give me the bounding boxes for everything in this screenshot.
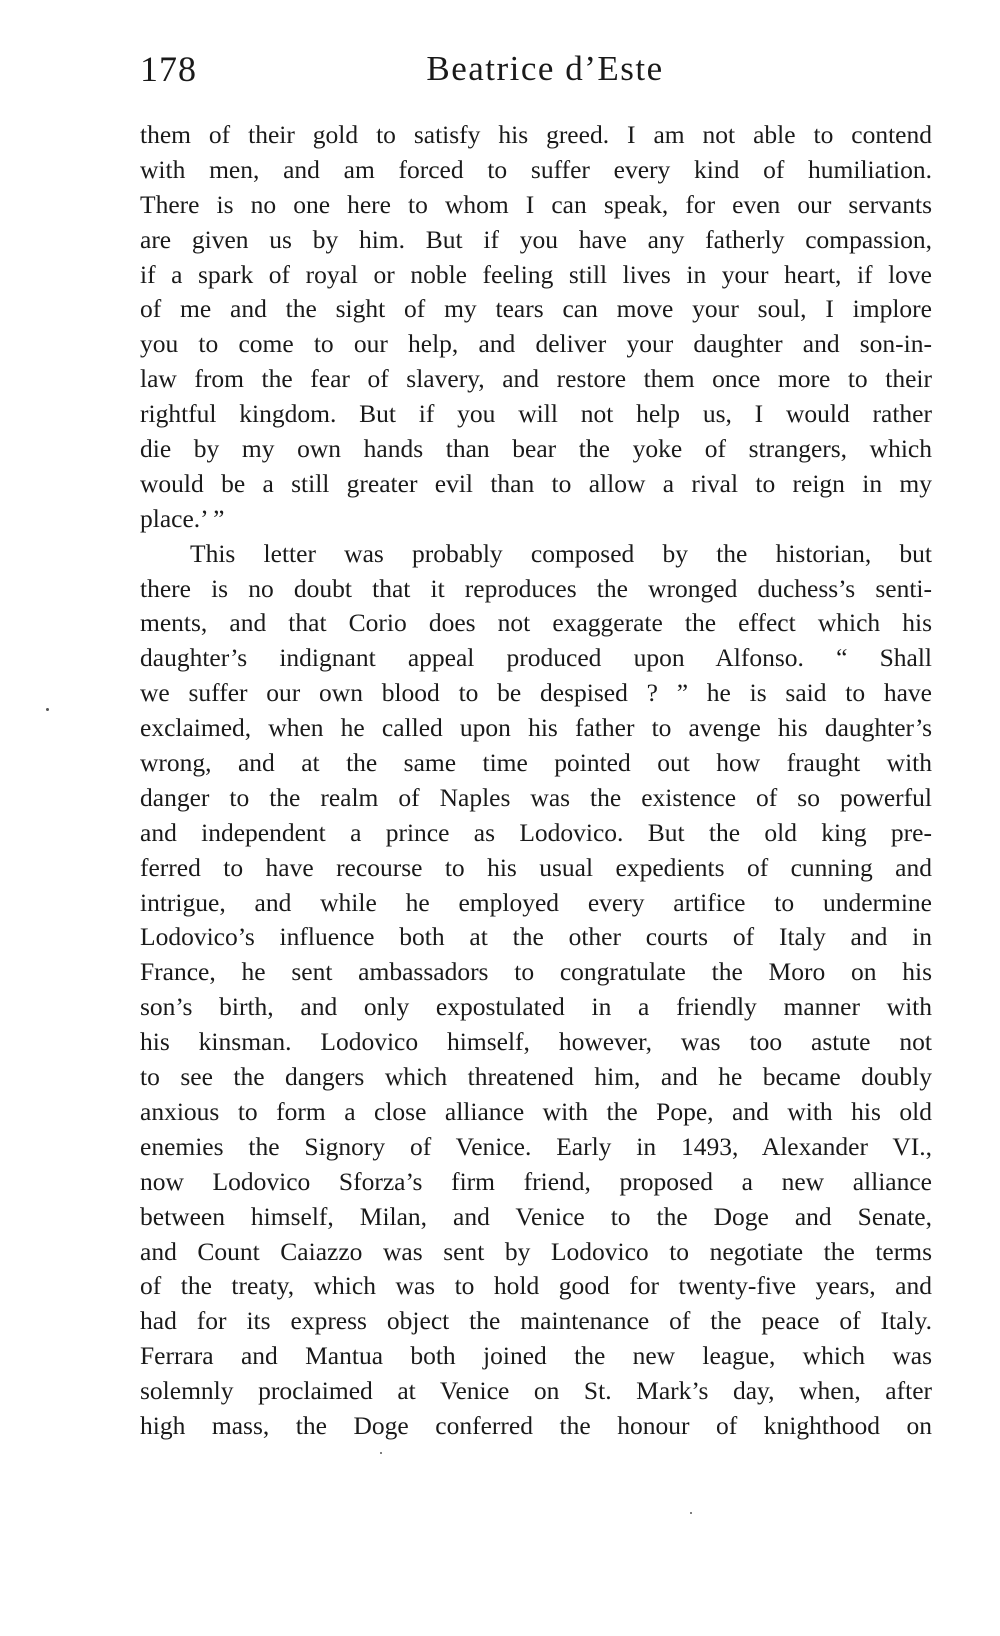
text-line: die by my own hands than bear the yoke of strangers, which — [140, 434, 932, 464]
text-line: there is no doubt that it reproduces the wronged duchess’s senti- — [140, 573, 932, 603]
text-line: Lodovico’s influence both at the other courts of Italy and in — [140, 922, 932, 952]
text-line: daughter’s indignant appeal produced upon Alfonso. “ Shall — [140, 643, 932, 673]
page-header — [140, 44, 930, 94]
text-line: wrong, and at the same time pointed out how fraught with — [140, 748, 932, 778]
text-line: exclaimed, when he called upon his father to avenge his daughter’s — [140, 713, 932, 743]
text-line: anxious to form a close alliance with the Pope, and with his old — [140, 1096, 932, 1126]
scan-speck — [690, 1512, 692, 1514]
text-line: There is no one here to whom I can speak, for even our servants — [140, 189, 932, 219]
text-line: law from the fear of slavery, and restore them once more to their — [140, 364, 932, 394]
text-line: now Lodovico Sforza’s firm friend, proposed a new alliance — [140, 1166, 932, 1196]
text-line: would be a still greater evil than to allow a rival to reign in my — [140, 468, 932, 498]
text-line: them of their gold to satisfy his greed. I am not able to contend — [140, 120, 932, 149]
page-number: 178 — [140, 49, 197, 89]
text-line: Ferrara and Mantua both joined the new league, which was — [140, 1341, 932, 1371]
text-line: we suffer our own blood to be despised ? ” he is said to have — [140, 678, 932, 708]
running-title: Beatrice d’Este — [426, 49, 664, 88]
text-line: solemnly proclaimed at Venice on St. Mark’s day, when, after — [140, 1376, 932, 1406]
text-line: high mass, the Doge conferred the honour of knighthood on — [140, 1410, 932, 1440]
text-line: ferred to have recourse to his usual expedients of cunning and — [140, 852, 932, 882]
paragraph-end-line: place.’ ” — [140, 503, 225, 533]
scan-speck — [46, 708, 49, 711]
text-line: and Count Caiazzo was sent by Lodovico to negotiate the terms — [140, 1236, 932, 1266]
body-text — [140, 118, 932, 1444]
text-line: between himself, Milan, and Venice to the Doge and Senate, — [140, 1201, 932, 1231]
text-line: are given us by him. But if you have any fatherly compassion, — [140, 224, 932, 254]
text-line: rightful kingdom. But if you will not help us, I would rather — [140, 399, 932, 429]
text-line: intrigue, and while he employed every artifice to undermine — [140, 887, 932, 917]
scan-speck — [380, 1452, 382, 1454]
text-line: enemies the Signory of Venice. Early in 1493, Alexander VI., — [140, 1131, 932, 1161]
paragraph-first-line: This letter was probably composed by the historian, but — [190, 538, 932, 568]
text-line: had for its express object the maintenance of the peace of Italy. — [140, 1306, 932, 1336]
text-line: and independent a prince as Lodovico. But the old king pre- — [140, 817, 932, 847]
text-line: ments, and that Corio does not exaggerate the effect which his — [140, 608, 932, 638]
text-line: if a spark of royal or noble feeling still lives in your heart, if love — [140, 259, 932, 289]
text-line: to see the dangers which threatened him, and he became doubly — [140, 1062, 932, 1092]
text-line: son’s birth, and only expostulated in a friendly manner with — [140, 992, 932, 1022]
text-line: of the treaty, which was to hold good for twenty-five years, and — [140, 1271, 932, 1301]
text-line: his kinsman. Lodovico himself, however, was too astute not — [140, 1027, 932, 1057]
text-line: you to come to our help, and deliver your daughter and son-in- — [140, 329, 932, 359]
text-line: with men, and am forced to suffer every kind of humiliation. — [140, 154, 932, 184]
text-line: danger to the realm of Naples was the existence of so powerful — [140, 782, 932, 812]
text-line: France, he sent ambassadors to congratulate the Moro on his — [140, 957, 932, 987]
text-line: of me and the sight of my tears can move your soul, I implore — [140, 294, 932, 324]
